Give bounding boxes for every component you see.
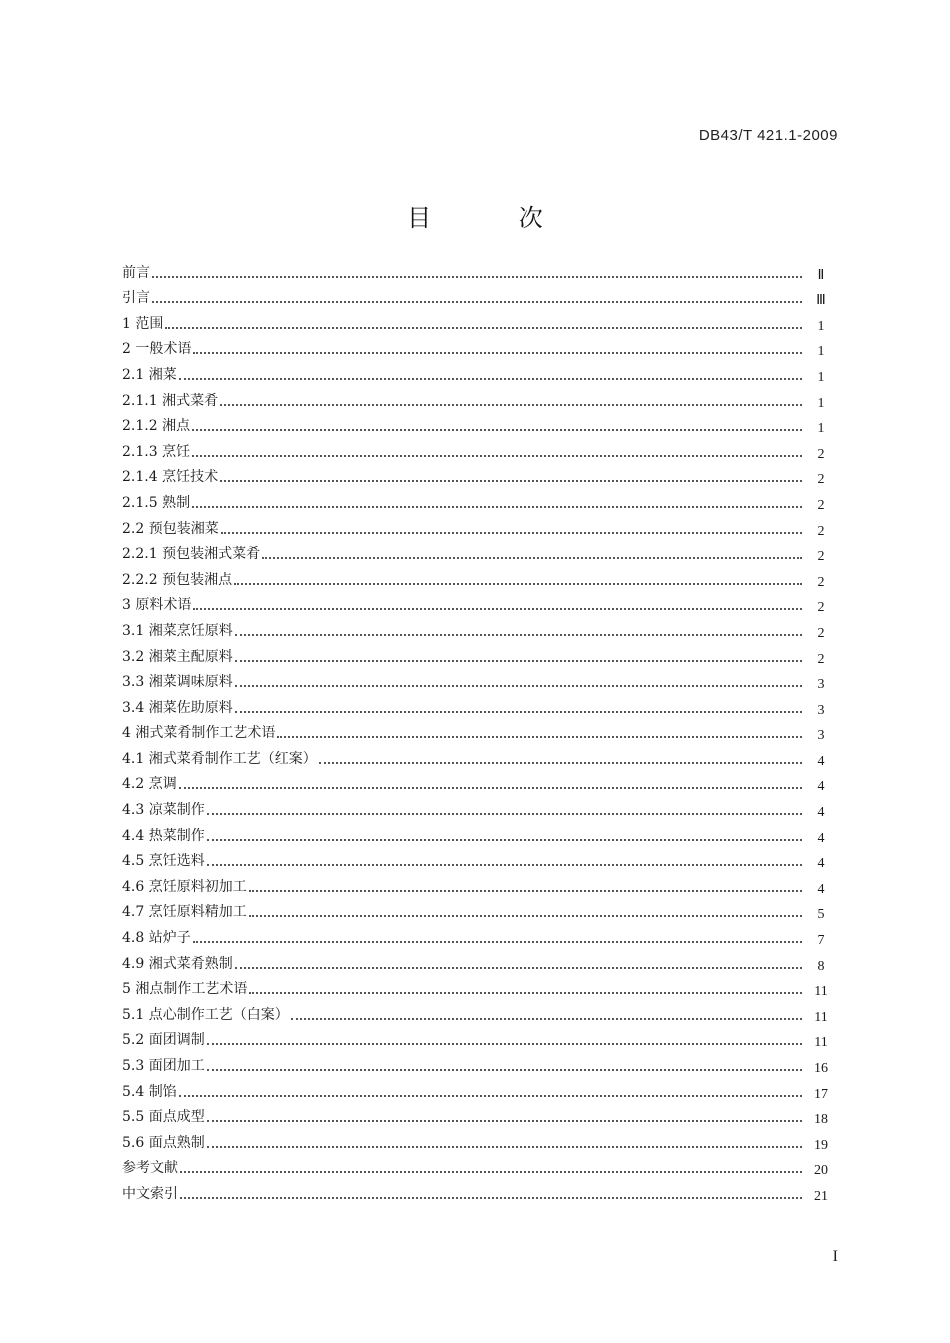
toc-entry-title: 4.4 热菜制作	[122, 827, 205, 844]
toc-entry[interactable]	[122, 922, 832, 948]
toc-leader-dots	[207, 1069, 802, 1071]
toc-entry-page: 2	[817, 472, 825, 488]
toc-leader-dots	[179, 787, 802, 789]
toc-entry[interactable]	[122, 308, 832, 334]
toc-entry[interactable]	[122, 718, 832, 744]
toc-entry-page: 1	[817, 318, 825, 334]
toc-entry-title: 2.1.4 烹饪技术	[122, 469, 219, 486]
toc-entry[interactable]	[122, 1102, 832, 1128]
toc-entry-page: 2	[817, 574, 825, 590]
toc-entry-title: 4.9 湘式菜肴熟制	[122, 955, 233, 972]
toc-entry-title: 4.6 烹饪原料初加工	[122, 878, 247, 895]
toc-leader-dots	[234, 583, 802, 585]
toc-entry-page: 17	[814, 1086, 828, 1102]
toc-entry-title: 5.3 面团加工	[122, 1058, 205, 1074]
toc-entry-title: 5.1 点心制作工艺（白案）	[122, 1006, 289, 1023]
toc-leader-dots	[180, 1171, 802, 1173]
page-title: 目 次	[407, 204, 583, 232]
toc-entry[interactable]	[122, 462, 832, 488]
toc-entry-title: 前言	[122, 264, 150, 281]
toc-entry[interactable]	[122, 1178, 832, 1204]
toc-entry-title: 4.3 凉菜制作	[122, 802, 205, 819]
toc-entry-page: 3	[817, 677, 825, 693]
toc-leader-dots	[235, 711, 802, 713]
toc-leader-dots	[193, 352, 802, 354]
toc-entry[interactable]	[122, 359, 832, 385]
toc-entry[interactable]	[122, 436, 832, 462]
toc-entry-page: 1	[817, 421, 825, 437]
toc-entry-page: 18	[814, 1112, 828, 1128]
toc-leader-dots	[207, 864, 802, 866]
toc-entry-page: 2	[817, 497, 825, 513]
toc-leader-dots	[207, 1146, 802, 1148]
toc-entry[interactable]	[122, 667, 832, 693]
toc-entry-page: 3	[817, 728, 825, 744]
toc-entry-page: Ⅱ	[817, 267, 825, 283]
toc-entry-title: 5 湘点制作工艺术语	[122, 981, 248, 998]
toc-entry-title: 3.4 湘菜佐助原料	[122, 699, 233, 716]
toc-entry-page: 8	[817, 958, 825, 974]
toc-entry-title: 1 范围	[122, 315, 164, 332]
toc-entry[interactable]	[122, 846, 832, 872]
toc-entry-title: 3.2 湘菜主配原料	[122, 648, 233, 665]
toc-entry-title: 2.1.5 熟制	[122, 494, 191, 511]
toc-entry[interactable]	[122, 590, 832, 616]
toc-leader-dots	[249, 890, 802, 892]
toc-entry[interactable]	[122, 615, 832, 641]
toc-entry[interactable]	[122, 1076, 832, 1102]
toc-entry-title: 3.1 湘菜烹饪原料	[122, 622, 233, 639]
toc-entry-page: 19	[814, 1137, 828, 1153]
toc-entry[interactable]	[122, 487, 832, 513]
toc-leader-dots	[152, 301, 802, 303]
toc-entry-title: 5.6 面点熟制	[122, 1134, 205, 1151]
toc-entry[interactable]	[122, 385, 832, 411]
toc-entry[interactable]	[122, 641, 832, 667]
toc-entry[interactable]	[122, 948, 832, 974]
toc-entry-title: 参考文献	[122, 1160, 178, 1177]
toc-entry-title: 2.2.1 预包装湘式菜肴	[122, 546, 261, 563]
toc-entry-page: 11	[814, 1035, 828, 1051]
toc-entry-title: 2.1.1 湘式菜肴	[122, 392, 219, 409]
toc-entry-title: 4.7 烹饪原料精加工	[122, 904, 247, 921]
toc-entry-title: 2 一般术语	[122, 341, 192, 358]
toc-leader-dots	[262, 557, 802, 559]
toc-entry-page: 2	[817, 549, 825, 565]
toc-entry-page: 2	[817, 446, 825, 462]
toc-leader-dots	[152, 276, 802, 278]
toc-entry-page: 16	[814, 1061, 828, 1076]
page-number: I	[832, 1248, 838, 1265]
toc-entry-page: 2	[817, 625, 825, 641]
toc-leader-dots	[221, 532, 802, 534]
toc-leader-dots	[207, 813, 802, 815]
toc-leader-dots	[192, 429, 802, 431]
toc-entry-title: 4.1 湘式菜肴制作工艺（红案）	[122, 750, 317, 767]
toc-entry-page: 1	[817, 395, 825, 411]
toc-leader-dots	[207, 1120, 802, 1122]
toc-entry-title: 5.2 面团调制	[122, 1032, 205, 1049]
toc-entry[interactable]	[122, 974, 832, 1000]
toc-entry[interactable]	[122, 769, 832, 795]
toc-entry[interactable]	[122, 257, 832, 283]
toc-entry-title: 中文索引	[122, 1185, 178, 1202]
toc-leader-dots	[165, 327, 802, 329]
toc-entry-title: 2.2.2 预包装湘点	[122, 571, 233, 588]
toc-entry-page: 11	[814, 984, 828, 1000]
toc-entry-page: 1	[817, 344, 825, 360]
toc-leader-dots	[180, 1197, 802, 1199]
toc-entry-title: 2.2 预包装湘菜	[122, 520, 219, 537]
toc-leader-dots	[319, 762, 802, 764]
toc-leader-dots	[291, 1018, 802, 1020]
table-of-contents	[122, 257, 832, 1204]
toc-leader-dots	[192, 506, 802, 508]
toc-leader-dots	[179, 378, 802, 380]
toc-entry[interactable]	[122, 564, 832, 590]
toc-entry[interactable]	[122, 897, 832, 923]
toc-entry[interactable]	[122, 513, 832, 539]
toc-entry[interactable]	[122, 334, 832, 360]
toc-entry-page: 4	[817, 753, 825, 769]
toc-entry-title: 4.5 烹饪选料	[122, 853, 205, 870]
toc-entry[interactable]	[122, 1153, 832, 1179]
toc-leader-dots	[179, 1095, 802, 1097]
toc-entry[interactable]	[122, 871, 832, 897]
toc-leader-dots	[193, 608, 802, 610]
toc-entry-page: 4	[817, 856, 825, 872]
toc-entry[interactable]	[122, 820, 832, 846]
toc-entry-page: 2	[817, 600, 825, 616]
toc-entry[interactable]	[122, 539, 832, 565]
toc-entry[interactable]	[122, 411, 832, 437]
toc-entry-title: 3.3 湘菜调味原料	[122, 674, 233, 691]
toc-leader-dots	[235, 660, 802, 662]
toc-entry-page: 4	[817, 805, 825, 821]
toc-entry-page: 4	[817, 779, 825, 795]
toc-leader-dots	[235, 634, 802, 636]
toc-entry[interactable]	[122, 794, 832, 820]
toc-entry-page: 7	[817, 933, 825, 949]
toc-leader-dots	[193, 941, 802, 943]
toc-leader-dots	[207, 839, 802, 841]
toc-entry-page: 4	[817, 830, 825, 846]
toc-entry-page: 1	[817, 369, 825, 385]
toc-leader-dots	[277, 736, 802, 738]
toc-leader-dots	[192, 455, 802, 457]
toc-entry-title: 4 湘式菜肴制作工艺术语	[122, 725, 276, 742]
toc-entry-page: Ⅲ	[816, 293, 826, 309]
toc-entry[interactable]	[122, 283, 832, 309]
toc-entry[interactable]	[122, 1050, 832, 1076]
toc-entry[interactable]	[122, 692, 832, 718]
document-code: DB43/T 421.1-2009	[698, 127, 838, 144]
toc-entry-title: 2.1 湘菜	[122, 366, 177, 383]
toc-entry-title: 引言	[122, 290, 150, 307]
toc-entry-title: 5.5 面点成型	[122, 1109, 205, 1126]
toc-entry[interactable]	[122, 1025, 832, 1051]
toc-entry-title: 4.8 站炉子	[122, 930, 191, 947]
toc-entry-title: 2.1.2 湘点	[122, 418, 191, 435]
toc-leader-dots	[207, 1043, 802, 1045]
toc-entry-title: 3 原料术语	[122, 597, 192, 614]
toc-leader-dots	[249, 992, 802, 994]
toc-entry-title: 5.4 制馅	[122, 1083, 177, 1100]
toc-entry-page: 21	[814, 1188, 828, 1204]
toc-entry-page: 3	[817, 702, 825, 718]
toc-leader-dots	[249, 915, 802, 917]
toc-entry[interactable]	[122, 1127, 832, 1153]
toc-entry-page: 2	[817, 651, 825, 667]
toc-entry-page: 11	[814, 1009, 828, 1025]
toc-leader-dots	[235, 685, 802, 687]
toc-entry[interactable]	[122, 999, 832, 1025]
toc-leader-dots	[220, 404, 802, 406]
toc-entry-page: 2	[817, 523, 825, 539]
toc-entry-title: 4.2 烹调	[122, 776, 177, 793]
toc-entry-title: 2.1.3 烹饪	[122, 443, 191, 460]
toc-entry[interactable]	[122, 743, 832, 769]
toc-leader-dots	[235, 967, 802, 969]
toc-entry-page: 4	[817, 881, 825, 897]
toc-entry-page: 20	[814, 1163, 828, 1179]
toc-leader-dots	[220, 480, 802, 482]
toc-entry-page: 5	[817, 907, 825, 923]
